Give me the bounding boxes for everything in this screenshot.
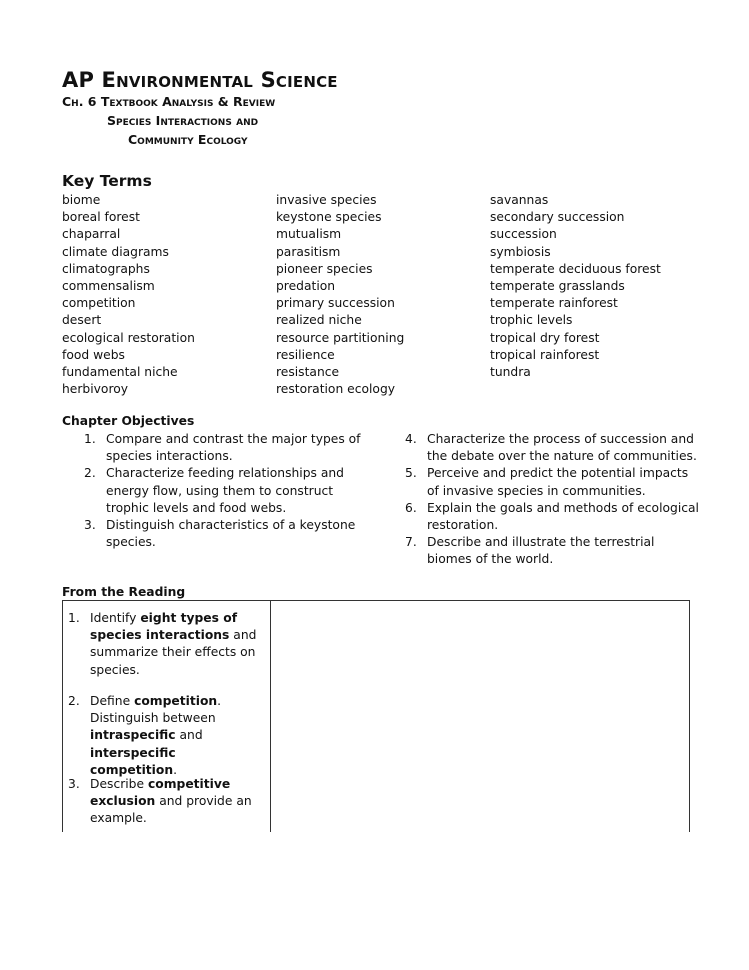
key-terms-heading: Key Terms: [62, 172, 152, 190]
objective-item: [405, 431, 700, 465]
key-term: chaparral: [62, 227, 121, 242]
reading-question-2: [68, 693, 266, 779]
objective-item: [405, 465, 700, 499]
key-terms-column-1: [62, 192, 195, 398]
question-text-part: .: [173, 762, 178, 777]
key-term: tropical dry forest: [490, 330, 600, 345]
key-term: climatographs: [62, 261, 150, 276]
key-term: tundra: [490, 365, 531, 380]
key-term: temperate rainforest: [490, 296, 618, 311]
question-key-phrase: eight types of species interactions: [90, 611, 238, 643]
key-term: climate diagrams: [62, 244, 169, 259]
key-term: mutualism: [276, 227, 342, 242]
key-term: symbiosis: [490, 244, 551, 259]
reading-question-1: [68, 610, 266, 679]
objective-number: 4.: [405, 432, 417, 446]
objective-number: 5.: [405, 466, 417, 481]
objective-text: Distinguish characteristics of a keystone species.: [106, 518, 356, 550]
key-terms-column-2: [276, 192, 404, 398]
key-term: trophic levels: [490, 313, 573, 328]
key-term: keystone species: [276, 210, 382, 225]
from-the-reading-heading: From the Reading: [62, 585, 186, 599]
key-term: fundamental niche: [62, 365, 178, 380]
chapter-objectives-heading: Chapter Objectives: [62, 414, 195, 428]
objective-text: Describe and illustrate the terrestrial biomes of the world.: [427, 535, 655, 567]
objective-number: 3.: [84, 518, 96, 533]
objective-text: Perceive and predict the potential impacts of invasive species in communities.: [427, 466, 689, 498]
question-text-part: Identify: [90, 611, 141, 625]
table-left-border: [62, 600, 63, 832]
question-text: [90, 776, 266, 828]
table-right-border: [689, 600, 690, 832]
key-term: competition: [62, 296, 136, 311]
objective-text: Characterize the process of succession and the debate over the nature of communities.: [427, 432, 697, 464]
objectives-list-right: [405, 431, 700, 569]
question-key-phrase: competition: [134, 694, 218, 708]
objective-number: 2.: [84, 466, 96, 481]
key-term: temperate grasslands: [490, 279, 625, 294]
key-term: invasive species: [276, 193, 377, 207]
objectives-list-left: [84, 431, 374, 551]
objective-text: Compare and contrast the major types of species interactions.: [106, 432, 361, 464]
key-term: resilience: [276, 347, 335, 362]
chapter-topic-line2: Community Ecology: [128, 132, 248, 147]
objective-item: [84, 431, 374, 465]
question-key-phrase: competitive exclusion: [90, 777, 231, 809]
objective-item: [84, 465, 374, 517]
objective-item: [405, 534, 700, 568]
objective-item: [405, 500, 700, 534]
question-key-phrase: interspecific competition: [90, 745, 176, 777]
objective-text: Explain the goals and methods of ecological restoration.: [427, 500, 699, 533]
question-text-part: . Distinguish between: [90, 694, 222, 726]
objective-number: 7.: [405, 535, 417, 550]
question-text-part: Describe: [90, 777, 148, 791]
key-term: desert: [62, 313, 102, 328]
question-text-part: and summarize their effects on species.: [90, 628, 257, 677]
key-terms-column-3: [490, 192, 661, 381]
key-term: boreal forest: [62, 210, 140, 225]
question-key-phrase: intraspecific: [90, 728, 176, 743]
question-text-part: and provide an example.: [90, 794, 252, 826]
question-number: 3.: [68, 777, 80, 791]
key-term: resource partitioning: [276, 330, 405, 345]
question-text: [90, 693, 266, 779]
key-term: realized niche: [276, 313, 362, 328]
key-term: secondary succession: [490, 210, 625, 225]
key-term: savannas: [490, 193, 549, 207]
key-term: primary succession: [276, 296, 395, 311]
key-term: pioneer species: [276, 261, 373, 276]
key-term: parasitism: [276, 244, 341, 259]
question-text-part: Define: [90, 694, 135, 708]
objective-number: 1.: [84, 432, 96, 446]
key-term: herbivoroy: [62, 382, 129, 397]
key-term: resistance: [276, 365, 340, 380]
key-term: restoration ecology: [276, 382, 396, 397]
reading-question-3: [68, 776, 266, 828]
objective-number: 6.: [405, 500, 417, 515]
key-term: tropical rainforest: [490, 347, 600, 362]
question-text-part: and: [175, 728, 203, 743]
table-top-border: [62, 600, 690, 601]
key-term: temperate deciduous forest: [490, 261, 661, 276]
key-term: succession: [490, 227, 557, 242]
key-term: food webs: [62, 347, 125, 362]
question-number: 1.: [68, 611, 80, 625]
objective-text: Characterize feeding relationships and energy flow, using them to construct trophic levels and food webs.: [106, 466, 344, 515]
key-term: predation: [276, 279, 336, 294]
key-term: commensalism: [62, 279, 155, 294]
table-column-divider: [270, 600, 271, 832]
question-text: [90, 610, 266, 679]
question-number: 2.: [68, 694, 80, 708]
chapter-topic-line1: Species Interactions and: [107, 113, 259, 128]
page-title: AP Environmental Science: [62, 68, 338, 92]
objective-item: [84, 517, 374, 551]
key-term: biome: [62, 193, 101, 207]
key-term: ecological restoration: [62, 330, 195, 345]
chapter-subtitle: Ch. 6 Textbook Analysis & Review: [62, 94, 276, 109]
